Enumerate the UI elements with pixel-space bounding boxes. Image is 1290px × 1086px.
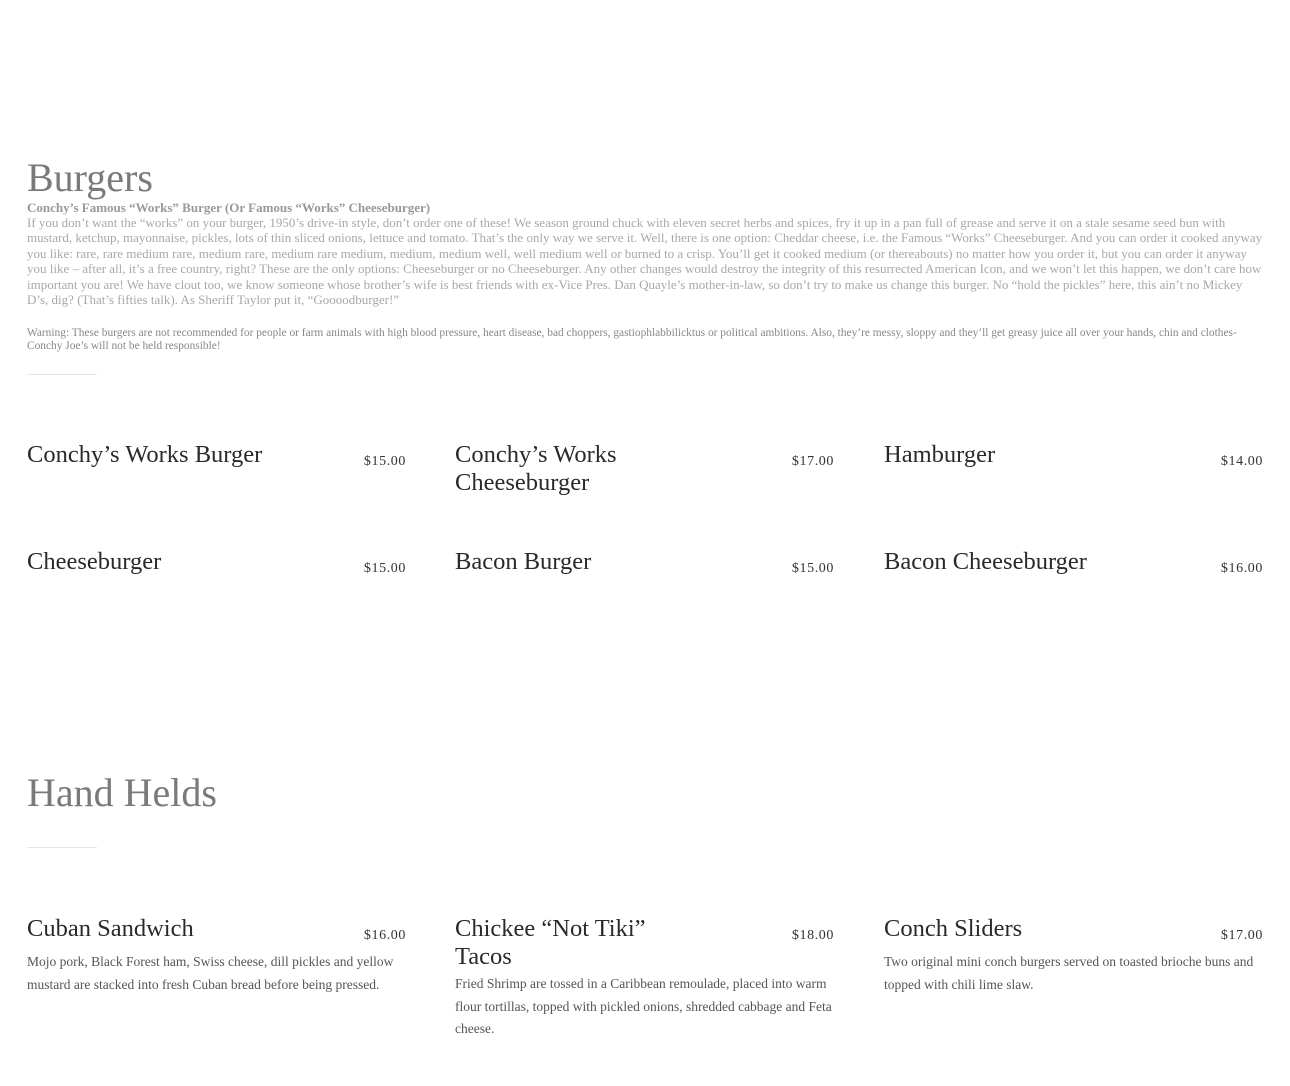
item-price: $16.00 <box>1220 561 1263 576</box>
burgers-intro-text: If you don’t want the “works” on your burger, 1950’s drive-in style, don’t order one of these! We season ground chuck with eleven secret herbs and spices, fry it up in a pan full of grease and serve it on a stale sesame seed bun with mustard, ketchup, mayonnaise, pickles, lots of thin sliced onions, lettuce and tomato. That’s the only way we serve it. Well, there is one option: Cheddar cheese, i.e. the Famous “Works” Cheeseburger. And you can order it cooked anyway you like: rare, rare medium rare, medium rare, medium rare medium, medium, medium well, well medium well or burned to a crisp. You’ll get it cooked medium (or thereabouts) no matter how you order it, but you can order it anyway you like – after all, it’s a free country, right? These are the only options: Cheeseburger or no Cheeseburger. Any other changes would destroy the integrity of this resurrected American Icon, and we won’t let this happen, we don’t care how important you are! We have clout too, we know someone whose brother’s wife is best friends with ex-Vice Pres. Dan Quayle’s mother-in-law, so don’t try to make us change this burger. No “hold the pickles” here, this ain’t no Mickey D’s, dig? (That’s fifties talk). As Sheriff Taylor put it, “Goooodburger!” <box>27 215 1263 308</box>
item-price: $15.00 <box>791 561 834 576</box>
hand-helds-title: Hand Helds <box>27 770 217 815</box>
item-name: Chickee “Not Tiki” Tacos <box>455 915 646 970</box>
burgers-intro-heading: Conchy’s Famous “Works” Burger (Or Famous “Works” Cheeseburger) <box>27 200 431 215</box>
burgers-intro <box>27 200 1263 307</box>
item-description: Two original mini conch burgers served on toasted brioche buns and topped with chili lime slaw. <box>884 954 1254 992</box>
item-name: Conchy’s Works Burger <box>27 441 263 468</box>
item-name: Cheeseburger <box>27 548 162 575</box>
burgers-section-header <box>27 155 1263 200</box>
item-price: $18.00 <box>791 928 834 943</box>
burgers-warning: Warning: These burgers are not recommended for people or farm animals with high blood pressure, heart disease, bad choppers, gastiophlabbilicktus or political ambitions. Also, they’re messy, sloppy and they’ll get greasy juice all over your hands, chin and clothes- Conchy Joe’s will not be held responsible! <box>27 327 1237 352</box>
item-name: Bacon Burger <box>455 548 592 575</box>
item-price: $17.00 <box>791 454 834 469</box>
burgers-title: Burgers <box>27 155 153 200</box>
burgers-divider <box>27 374 97 375</box>
hand-helds-divider <box>27 847 97 848</box>
item-name: Conch Sliders <box>884 915 1023 942</box>
item-description: Fried Shrimp are tossed in a Caribbean remoulade, placed into warm flour tortillas, topped with pickled onions, shredded cabbage and Feta cheese. <box>455 976 832 1036</box>
item-price: $15.00 <box>363 561 406 576</box>
item-name: Cuban Sandwich <box>27 915 194 942</box>
item-price: $14.00 <box>1220 454 1263 469</box>
item-name: Bacon Cheeseburger <box>884 548 1087 575</box>
item-name: Conchy’s Works Cheeseburger <box>455 441 617 496</box>
item-name: Hamburger <box>884 441 996 468</box>
item-description: Mojo pork, Black Forest ham, Swiss cheese, dill pickles and yellow mustard are stacked into fresh Cuban bread before being pressed. <box>27 954 394 992</box>
burgers-divider-wrap <box>27 374 1263 375</box>
item-price: $15.00 <box>363 454 406 469</box>
item-price: $16.00 <box>363 928 406 943</box>
item-price: $17.00 <box>1220 928 1263 943</box>
hand-helds-section-header <box>27 770 1263 815</box>
hand-helds-divider-wrap <box>27 847 1263 848</box>
burgers-warning-block <box>27 327 1263 353</box>
